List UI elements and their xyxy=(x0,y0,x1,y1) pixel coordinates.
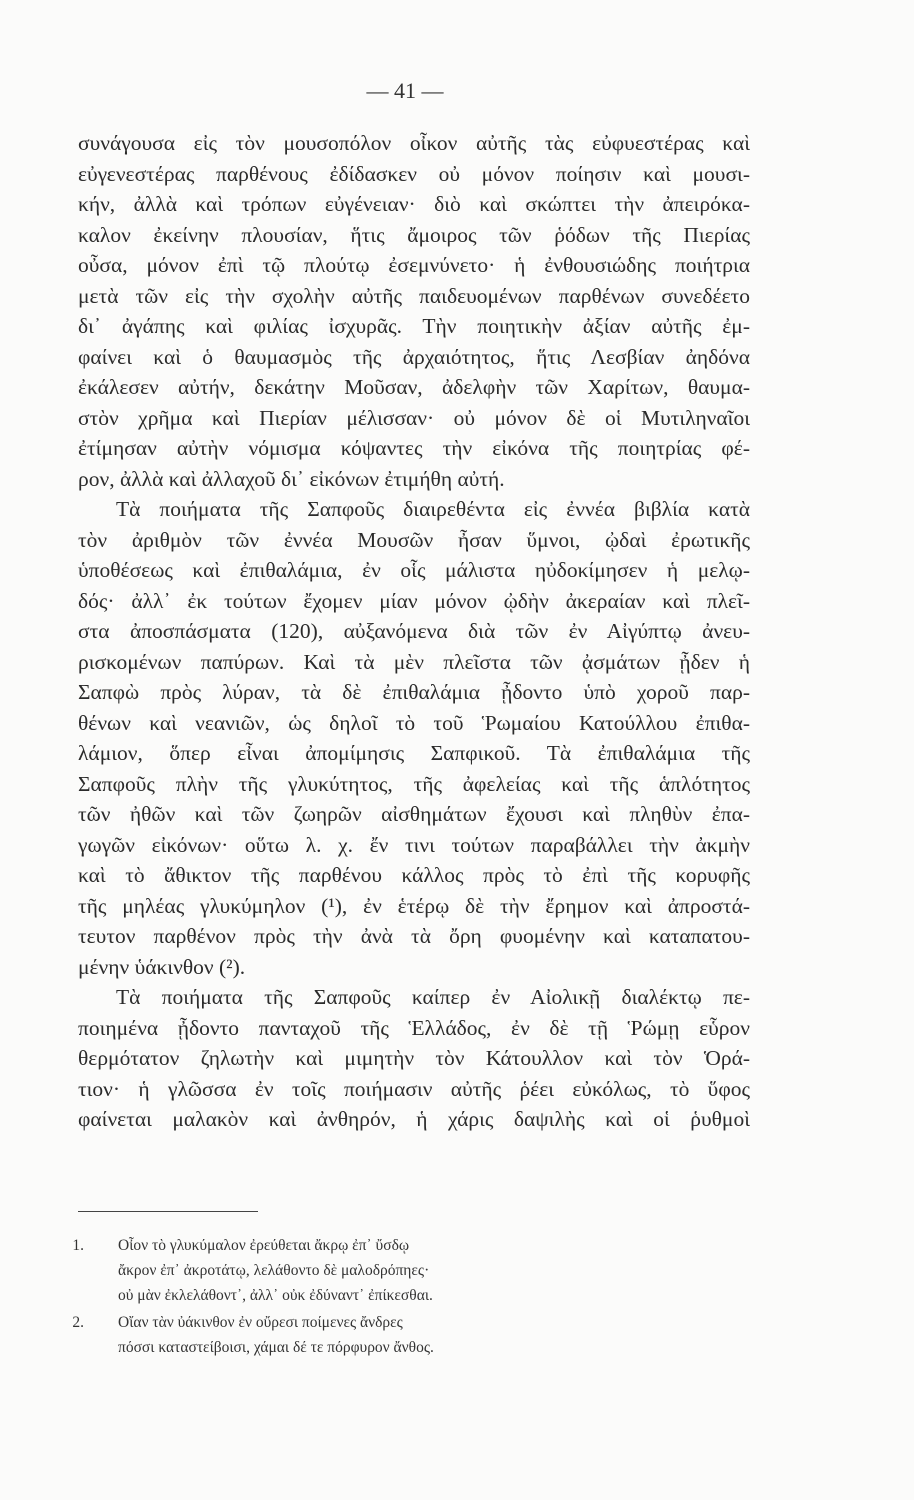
footnote-line: ἄκρον ἐπ᾽ ἀκροτάτῳ, λελάθοντο δὲ μαλοδρόπηες· xyxy=(118,1262,430,1279)
text-line: τῆς μηλέας γλυκύμηλον (¹), ἐν ἑτέρῳ δὲ τὴν ἔρημον καὶ ἀπροστά- xyxy=(78,893,750,918)
footnote-1 xyxy=(64,1233,764,1308)
text-line: κήν, ἀλλὰ καὶ τρόπων εὐγένειαν· διὸ καὶ σκώπτει τὴν ἀπειρόκα- xyxy=(78,192,750,216)
footnote-line: οὐ μὰν ἐκλελάθοντ᾽, ἀλλ᾽ οὐκ ἐδύναντ᾽ ἐπίκεσθαι. xyxy=(118,1287,433,1304)
text-line: τευτον παρθένον πρὸς τὴν ἀνὰ τὰ ὄρη φυομένην καὶ καταπατου- xyxy=(78,924,750,948)
body-text xyxy=(78,128,750,1135)
text-line: τὸν ἀριθμὸν τῶν ἐννέα Μουσῶν ἦσαν ὕμνοι, ᾠδαὶ ἐρωτικῆς xyxy=(78,527,750,552)
text-line: δι᾽ ἀγάπης καὶ φιλίας ἰσχυρᾶς. Τὴν ποιητικὴν ἀξίαν αὐτῆς ἐμ- xyxy=(78,314,750,338)
text-line: οὖσα, μόνον ἐπὶ τῷ πλούτῳ ἐσεμνύνετο· ἡ ἐνθουσιώδης ποιήτρια xyxy=(78,253,750,277)
text-line: θερμότατον ζηλωτὴν καὶ μιμητὴν τὸν Κάτουλλον καὶ τὸν Ὁρά- xyxy=(78,1046,750,1070)
footnote-number: 2. xyxy=(72,1314,84,1331)
text-line: ἐτίμησαν αὐτὴν νόμισμα κόψαντες τὴν εἰκόνα τῆς ποιητρίας φέ- xyxy=(78,436,750,460)
paragraph-1 xyxy=(78,128,750,494)
text-line: στα ἀποσπάσματα (120), αὐξανόμενα διὰ τῶν ἐν Αἰγύπτῳ ἀνευ- xyxy=(78,619,750,643)
footnote-line: Οἴαν τὰν ὐάκινθον ἐν οὔρεσι ποίμενες ἄνδρες xyxy=(118,1314,403,1331)
text-line: γωγῶν εἰκόνων· οὕτω λ. χ. ἔν τινι τούτων παραβάλλει τὴν ἀκμὴν xyxy=(78,832,750,857)
paragraph-3 xyxy=(78,982,750,1135)
text-line: ποιημένα ᾖδοντο πανταχοῦ τῆς Ἑλλάδος, ἐν δὲ τῇ Ῥώμῃ εὗρον xyxy=(78,1015,750,1040)
text-line: ρισκομένων παπύρων. Καὶ τὰ μὲν πλεῖστα τῶν ᾀσμάτων ᾖδεν ἡ xyxy=(78,649,750,674)
text-line: καὶ τὸ ἄθικτον τῆς παρθένου κάλλος πρὸς τὸ ἐπὶ τῆς κορυφῆς xyxy=(78,863,750,887)
text-line: Τὰ ποιήματα τῆς Σαπφοῦς καίπερ ἐν Αἰολικῇ διαλέκτῳ πε- xyxy=(116,985,750,1009)
text-line: δός· ἀλλ᾽ ἐκ τούτων ἔχομεν μίαν μόνον ᾠδὴν ἀκεραίαν καὶ πλεῖ- xyxy=(78,588,750,613)
footnote-number: 1. xyxy=(72,1237,84,1254)
text-line: καλον ἐκείνην πλουσίαν, ἥτις ἄμοιρος τῶν ῥόδων τῆς Πιερίας xyxy=(78,222,750,247)
text-line: Σαπφοῦς πλὴν τῆς γλυκύτητος, τῆς ἀφελείας καὶ τῆς ἁπλότητος xyxy=(78,771,750,796)
text-line: τιον· ἡ γλῶσσα ἐν τοῖς ποιήμασιν αὐτῆς ῥέει εὐκόλως, τὸ ὕφος xyxy=(78,1076,750,1101)
text-line: συνάγουσα εἰς τὸν μουσοπόλον οἶκον αὐτῆς τὰς εὐφυεστέρας καὶ xyxy=(78,131,750,155)
text-line: στὸν χρῆμα καὶ Πιερίαν μέλισσαν· οὐ μόνον δὲ οἱ Μυτιληναῖοι xyxy=(78,405,750,430)
text-line: Τὰ ποιήματα τῆς Σαπφοῦς διαιρεθέντα εἰς ἐννέα βιβλία κατὰ xyxy=(116,497,750,521)
text-line: ἐκάλεσεν αὐτήν, δεκάτην Μοῦσαν, ἀδελφὴν τῶν Χαρίτων, θαυμα- xyxy=(78,375,750,399)
text-line: μένην ὑάκινθον (²). xyxy=(78,954,246,979)
paragraph-2 xyxy=(78,494,750,982)
text-line: μετὰ τῶν εἰς τὴν σχολὴν αὐτῆς παιδευομένων παρθένων συνεδέετο xyxy=(78,283,750,308)
footnote-divider xyxy=(78,1211,258,1212)
page-number: — 41 — xyxy=(366,78,444,103)
text-line: ρον, ἀλλὰ καὶ ἀλλαχοῦ δι᾽ εἰκόνων ἐτιμήθη αὐτή. xyxy=(78,466,505,491)
footnote-line: Οἶον τὸ γλυκύμαλον ἐρεύθεται ἄκρῳ ἐπ᾽ ὔσδῳ xyxy=(118,1237,410,1254)
text-line: λάμιον, ὅπερ εἶναι ἀπομίμησις Σαπφικοῦ. Τὰ ἐπιθαλάμια τῆς xyxy=(78,741,750,765)
text-line: Σαπφὼ πρὸς λύραν, τὰ δὲ ἐπιθαλάμια ᾖδοντο ὑπὸ χοροῦ παρ- xyxy=(78,680,750,704)
text-line: τῶν ἠθῶν καὶ τῶν ζωηρῶν αἰσθημάτων ἔχουσι καὶ πληθὺν ἐπα- xyxy=(78,802,750,826)
text-line: φαίνει καὶ ὁ θαυμασμὸς τῆς ἀρχαιότητος, ἥτις Λεσβίαν ἀηδόνα xyxy=(78,344,750,369)
footnote-2 xyxy=(64,1310,764,1360)
text-line: φαίνεται μαλακὸν καὶ ἀνθηρόν, ἡ χάρις δαψιλὴς καὶ οἱ ῥυθμοὶ xyxy=(78,1107,750,1131)
text-line: θένων καὶ νεανιῶν, ὡς δηλοῖ τὸ τοῦ Ῥωμαίου Κατούλλου ἐπιθα- xyxy=(78,710,750,735)
footnote-line: πόσσι καταστείβοισι, χάμαι δέ τε πόρφυρον ἄνθος. xyxy=(118,1339,434,1356)
text-line: ὑποθέσεως καὶ ἐπιθαλάμια, ἐν οἷς μάλιστα ηὐδοκίμησεν ἡ μελῳ- xyxy=(78,558,750,582)
footnotes xyxy=(64,1233,764,1362)
text-line: εὐγενεστέρας παρθένους ἐδίδασκεν οὐ μόνον ποίησιν καὶ μουσι- xyxy=(78,161,750,186)
